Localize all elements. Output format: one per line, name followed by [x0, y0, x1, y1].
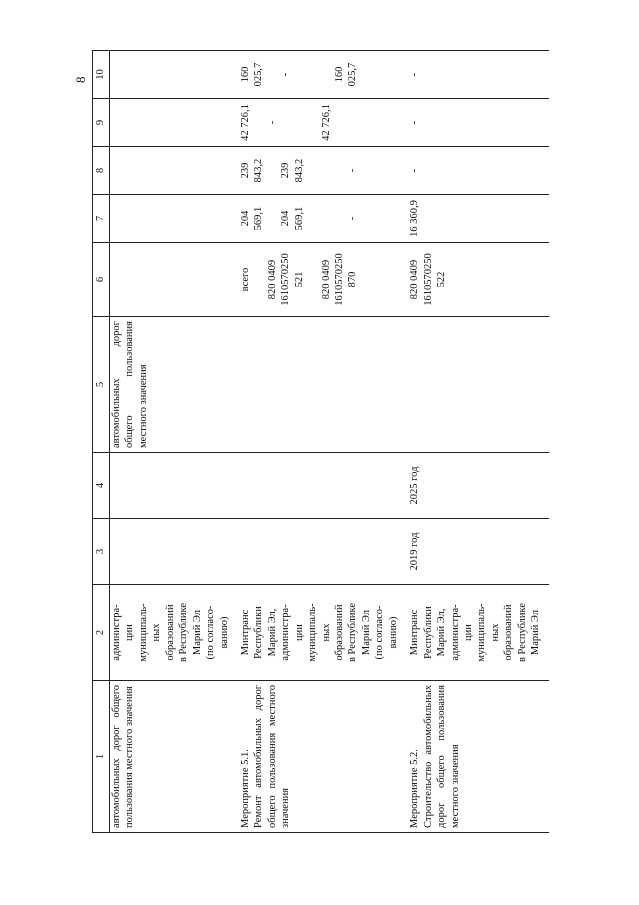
- measure-5-2-start: 2019 год: [406, 519, 548, 585]
- row-continuation-title: автомобильных дорог общего пользования местного значения: [110, 681, 237, 833]
- col-header-2: 2: [93, 585, 110, 681]
- page-number: 8: [73, 76, 88, 83]
- measure-5-1-val10: 160 025,7 - 160 025,7: [237, 51, 406, 99]
- row-continuation-end: [110, 453, 237, 519]
- measure-5-2-indicator: [406, 317, 548, 453]
- col-header-7: 7: [93, 195, 110, 243]
- measure-5-1-val8: 239 843,2 239 843,2 -: [237, 147, 406, 195]
- measure-5-2-val10: -: [406, 51, 548, 99]
- col-header-4: 4: [93, 453, 110, 519]
- row-continuation-val9: [110, 99, 237, 147]
- measure-5-2-executor: Минтранс Республики Марий Эл, администра- ции муниципаль- ных образований в Республике Марий Эл: [406, 585, 548, 681]
- measure-5-2-code: 820 0409 1610570250 522: [406, 243, 548, 317]
- table-header: [93, 51, 110, 833]
- measure-5-2-val7: 16 360,9: [406, 195, 548, 243]
- measure-5-1-val9: 42 726,1 - 42 726,1: [237, 99, 406, 147]
- row-continuation-val8: [110, 147, 237, 195]
- table-row: [237, 51, 406, 833]
- measure-5-1-end: [237, 453, 406, 519]
- measure-5-1-executor: Минтранс Республики Марий Эл, администра- ции муниципаль- ных образований в Республике Марий Эл (по согласо- ванию): [237, 585, 406, 681]
- col-header-9: 9: [93, 99, 110, 147]
- table-row: [406, 51, 548, 833]
- row-continuation-executor: администра- ции муниципаль- ных образований в Республике Марий Эл (по согласо- ванию): [110, 585, 237, 681]
- measure-5-2-val9: -: [406, 99, 548, 147]
- col-header-5: 5: [93, 317, 110, 453]
- table-row: [110, 51, 237, 833]
- col-header-6: 6: [93, 243, 110, 317]
- col-header-1: 1: [93, 681, 110, 833]
- measure-5-2-val8: -: [406, 147, 548, 195]
- col-header-10: 10: [93, 51, 110, 99]
- row-continuation-start: [110, 519, 237, 585]
- measure-5-1-start: [237, 519, 406, 585]
- row-continuation-indicator: автомобильных дорог общего пользования местного значения: [110, 317, 237, 453]
- measure-5-1-indicator: [237, 317, 406, 453]
- row-continuation-val10: [110, 51, 237, 99]
- measure-5-1-title: Мероприятие 5.1. Ремонт автомобильных дорог общего пользования местного значения: [237, 681, 406, 833]
- measure-5-2-end: 2025 год: [406, 453, 548, 519]
- header-row: [93, 51, 110, 833]
- measure-5-1-code: всего 820 0409 1610570250 521 820 0409 1610570250 870: [237, 243, 406, 317]
- col-header-8: 8: [93, 147, 110, 195]
- row-continuation-code: [110, 243, 237, 317]
- measure-5-1-val7: 204 569,1 204 569,1 -: [237, 195, 406, 243]
- row-continuation-val7: [110, 195, 237, 243]
- col-header-3: 3: [93, 519, 110, 585]
- measure-5-2-title: Мероприятие 5.2. Строительство автомобильных дорог общего пользования местного значения: [406, 681, 548, 833]
- program-table: [92, 50, 549, 833]
